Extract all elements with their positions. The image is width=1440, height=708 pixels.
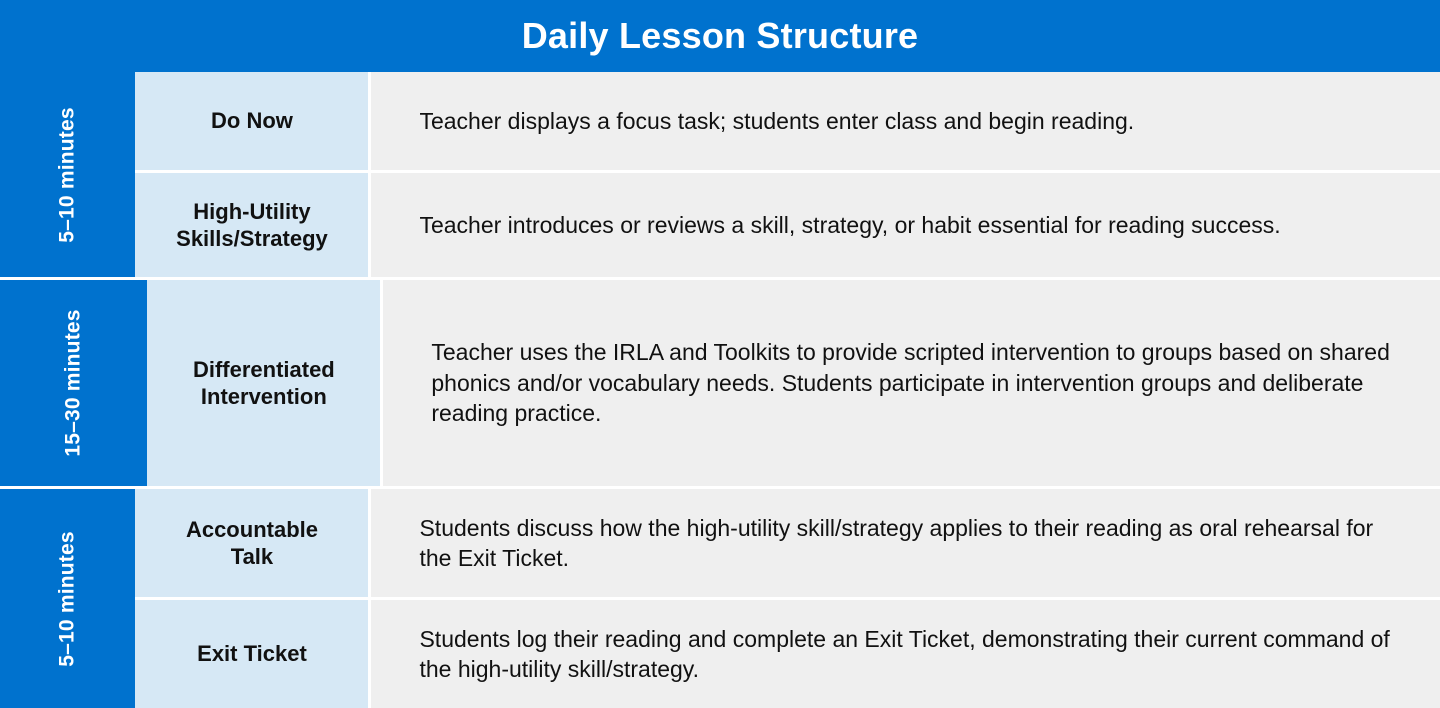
table-row xyxy=(135,173,1440,277)
lesson-rows xyxy=(135,72,1440,277)
lesson-stage-label: Exit Ticket xyxy=(135,600,371,708)
lesson-stage-description: Students discuss how the high-utility skill/strategy applies to their reading as oral rehearsal for the Exit Ticket. xyxy=(371,489,1440,597)
time-duration-cell xyxy=(0,489,135,708)
time-duration-cell xyxy=(0,280,147,486)
time-duration-cell xyxy=(0,72,135,277)
table-title-bar xyxy=(0,0,1440,72)
table-row xyxy=(135,600,1440,708)
page-title: Daily Lesson Structure xyxy=(521,15,919,56)
lesson-rows xyxy=(147,280,1440,486)
time-duration-label: 5–10 minutes xyxy=(55,106,79,243)
lesson-group xyxy=(0,280,1440,489)
lesson-stage-description: Students log their reading and complete an Exit Ticket, demonstrating their current command of the high-utility skill/strategy. xyxy=(371,600,1440,708)
time-duration-label: 15–30 minutes xyxy=(61,309,85,457)
lesson-group xyxy=(0,489,1440,708)
lesson-stage-label-line1: Differentiated xyxy=(192,356,335,382)
lesson-stage-label-line2: Talk xyxy=(230,544,274,569)
lesson-stage-label xyxy=(147,280,383,486)
table-row xyxy=(135,72,1440,173)
lesson-stage-description: Teacher uses the IRLA and Toolkits to provide scripted intervention to groups based on shared phonics and/or vocabulary needs. Students participate in intervention groups and deliberate reading practice. xyxy=(383,280,1440,486)
lesson-stage-description: Teacher introduces or reviews a skill, strategy, or habit essential for reading success. xyxy=(371,173,1440,277)
table-row xyxy=(147,280,1440,486)
lesson-rows xyxy=(135,489,1440,708)
lesson-stage-label-line2: Skills/Strategy xyxy=(176,226,328,251)
lesson-stage-label-line2: Intervention xyxy=(200,384,327,409)
table-row xyxy=(135,489,1440,600)
time-duration-label: 5–10 minutes xyxy=(55,530,79,667)
lesson-stage-label xyxy=(135,489,371,597)
lesson-group xyxy=(0,72,1440,280)
lesson-stage-description: Teacher displays a focus task; students enter class and begin reading. xyxy=(371,72,1440,170)
lesson-stage-label-line1: High-Utility xyxy=(193,198,311,224)
table-body xyxy=(0,72,1440,708)
lesson-stage-label: Do Now xyxy=(135,72,371,170)
lesson-stage-label-line1: Accountable xyxy=(185,516,318,542)
lesson-stage-label xyxy=(135,173,371,277)
